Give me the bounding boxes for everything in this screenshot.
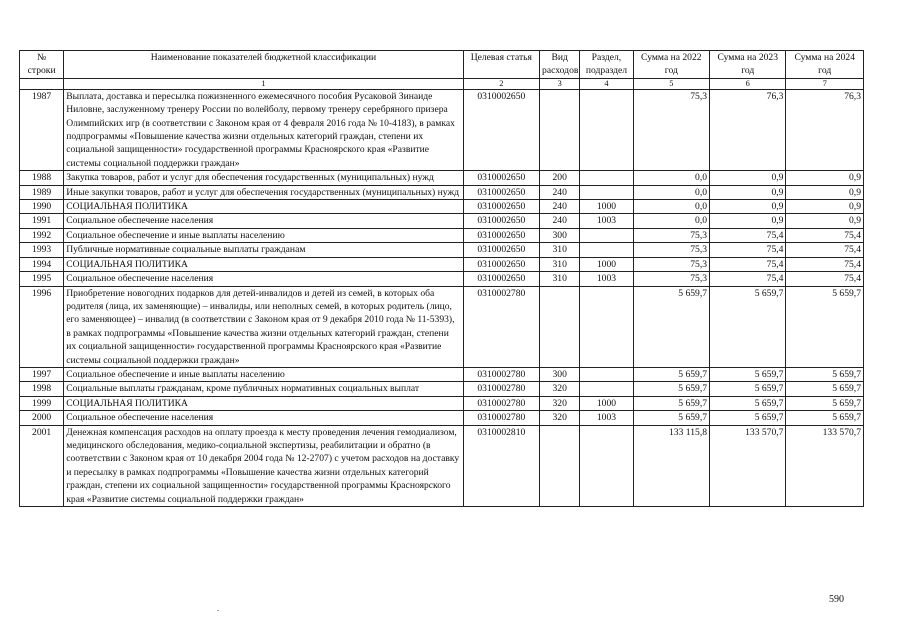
row-number-cell: 1998: [20, 382, 64, 396]
row-vid-cell: [540, 89, 580, 170]
row-number-cell: 1995: [20, 272, 64, 286]
row-sum-2024-cell: 0,9: [786, 214, 864, 228]
header-row-no: № строки: [20, 51, 64, 79]
row-razdel-cell: [580, 228, 633, 242]
row-sum-2023-cell: 76,3: [710, 89, 786, 170]
table-row: [20, 367, 864, 381]
row-razdel-cell: 1003: [580, 411, 633, 425]
row-name-cell: Социальное обеспечение населения: [64, 214, 463, 228]
row-razdel-cell: 1003: [580, 272, 633, 286]
row-vid-cell: 300: [540, 228, 580, 242]
row-vid-cell: 320: [540, 411, 580, 425]
column-number: 4: [580, 78, 633, 89]
table-header-row: [20, 51, 864, 79]
row-number-cell: 1987: [20, 89, 64, 170]
row-number-cell: 1991: [20, 214, 64, 228]
row-target-cell: 0310002780: [463, 411, 539, 425]
table-row: [20, 425, 864, 506]
row-razdel-cell: [580, 243, 633, 257]
row-name-cell: Социальное обеспечение и иные выплаты населению: [64, 367, 463, 381]
table-row: [20, 243, 864, 257]
row-sum-2023-cell: 0,9: [710, 171, 786, 185]
row-sum-2024-cell: 5 659,7: [786, 396, 864, 410]
header-target: Целевая статья: [463, 51, 539, 79]
row-number-cell: 2001: [20, 425, 64, 506]
row-vid-cell: 300: [540, 367, 580, 381]
row-razdel-cell: 1000: [580, 396, 633, 410]
row-vid-cell: 320: [540, 396, 580, 410]
page-number: 590: [829, 594, 844, 605]
row-sum-2024-cell: 75,4: [786, 228, 864, 242]
row-razdel-cell: [580, 425, 633, 506]
table-row: [20, 286, 864, 367]
row-sum-2022-cell: 0,0: [633, 171, 709, 185]
row-razdel-cell: 1000: [580, 257, 633, 271]
table-row: [20, 228, 864, 242]
row-target-cell: 0310002650: [463, 272, 539, 286]
row-vid-cell: 310: [540, 243, 580, 257]
row-sum-2022-cell: 75,3: [633, 257, 709, 271]
row-sum-2024-cell: 75,4: [786, 272, 864, 286]
row-vid-cell: 310: [540, 257, 580, 271]
row-sum-2024-cell: 5 659,7: [786, 367, 864, 381]
row-sum-2022-cell: 133 115,8: [633, 425, 709, 506]
row-vid-cell: 320: [540, 382, 580, 396]
row-target-cell: 0310002780: [463, 286, 539, 367]
row-sum-2022-cell: 5 659,7: [633, 396, 709, 410]
row-sum-2023-cell: 5 659,7: [710, 286, 786, 367]
row-target-cell: 0310002650: [463, 200, 539, 214]
row-name-cell: Приобретение новогодних подарков для детей-инвалидов и детей из семей, в которых оба родителя (лица, их заменяющие) – инвалиды, или неполных семей, в которых родитель (лицо, его заменяющее) – инвалид (в соответствии с Законом края от 9 декабря 2010 года № 11-5393), в рамках подпрограммы «Повышение качества жизни отдельных категорий граждан, степени их социальной защищенности» государственной программы Красноярского края «Развитие системы социальной поддержки граждан»: [64, 286, 463, 367]
column-number: 2: [463, 78, 539, 89]
row-number-cell: 1997: [20, 367, 64, 381]
row-sum-2024-cell: 75,4: [786, 257, 864, 271]
row-sum-2024-cell: 133 570,7: [786, 425, 864, 506]
row-sum-2023-cell: 5 659,7: [710, 411, 786, 425]
row-number-cell: 1988: [20, 171, 64, 185]
table-row: [20, 382, 864, 396]
row-target-cell: 0310002650: [463, 214, 539, 228]
row-name-cell: СОЦИАЛЬНАЯ ПОЛИТИКА: [64, 200, 463, 214]
row-vid-cell: [540, 425, 580, 506]
table-row: [20, 200, 864, 214]
row-number-cell: 1990: [20, 200, 64, 214]
row-sum-2022-cell: 5 659,7: [633, 411, 709, 425]
row-razdel-cell: [580, 89, 633, 170]
row-sum-2022-cell: 5 659,7: [633, 367, 709, 381]
row-name-cell: Социальное обеспечение населения: [64, 411, 463, 425]
row-vid-cell: [540, 286, 580, 367]
header-sum-2023: Сумма на 2023 год: [710, 51, 786, 79]
table-row: [20, 272, 864, 286]
row-sum-2023-cell: 75,4: [710, 228, 786, 242]
row-sum-2023-cell: 75,4: [710, 257, 786, 271]
row-name-cell: СОЦИАЛЬНАЯ ПОЛИТИКА: [64, 257, 463, 271]
row-sum-2022-cell: 0,0: [633, 200, 709, 214]
row-name-cell: СОЦИАЛЬНАЯ ПОЛИТИКА: [64, 396, 463, 410]
header-vid: Вид расходов: [540, 51, 580, 79]
table-row: [20, 89, 864, 170]
row-vid-cell: 310: [540, 272, 580, 286]
header-sum-2022: Сумма на 2022 год: [633, 51, 709, 79]
table-body: [20, 89, 864, 506]
row-razdel-cell: [580, 286, 633, 367]
header-name: Наименование показателей бюджетной классификации: [64, 51, 463, 79]
row-number-cell: 1999: [20, 396, 64, 410]
column-number-row: [20, 78, 864, 89]
row-target-cell: 0310002650: [463, 243, 539, 257]
row-number-cell: 2000: [20, 411, 64, 425]
row-number-cell: 1993: [20, 243, 64, 257]
row-sum-2023-cell: 5 659,7: [710, 382, 786, 396]
row-sum-2023-cell: 5 659,7: [710, 396, 786, 410]
row-name-cell: Выплата, доставка и пересылка пожизненного ежемесячного пособия Русаковой Зинаиде Ниловне, заслуженному тренеру России по волейболу, первому тренеру серебряного призера Олимпийских игр (в соответствии с Законом края от 4 февраля 2016 года № 10-4183), в рамках подпрограммы «Повышение качества жизни отдельных категорий граждан, степени их социальной защищенности» государственной программы Красноярского края «Развитие системы социальной поддержки граждан»: [64, 89, 463, 170]
row-target-cell: 0310002810: [463, 425, 539, 506]
row-vid-cell: 240: [540, 214, 580, 228]
row-sum-2023-cell: 133 570,7: [710, 425, 786, 506]
row-number-cell: 1994: [20, 257, 64, 271]
row-sum-2024-cell: 5 659,7: [786, 286, 864, 367]
row-sum-2023-cell: 75,4: [710, 243, 786, 257]
budget-table: [19, 50, 864, 507]
row-sum-2022-cell: 75,3: [633, 89, 709, 170]
header-sum-2024: Сумма на 2024 год: [786, 51, 864, 79]
row-sum-2022-cell: 0,0: [633, 185, 709, 199]
row-vid-cell: 240: [540, 185, 580, 199]
row-target-cell: 0310002780: [463, 396, 539, 410]
row-razdel-cell: [580, 185, 633, 199]
row-sum-2022-cell: 75,3: [633, 243, 709, 257]
row-sum-2024-cell: 0,9: [786, 200, 864, 214]
row-sum-2024-cell: 5 659,7: [786, 411, 864, 425]
row-sum-2023-cell: 5 659,7: [710, 367, 786, 381]
table-row: [20, 257, 864, 271]
row-vid-cell: 240: [540, 200, 580, 214]
row-sum-2023-cell: 0,9: [710, 214, 786, 228]
row-number-cell: 1989: [20, 185, 64, 199]
row-sum-2024-cell: 0,9: [786, 171, 864, 185]
row-sum-2022-cell: 75,3: [633, 272, 709, 286]
column-number: 1: [64, 78, 463, 89]
table-row: [20, 214, 864, 228]
table-row: [20, 171, 864, 185]
row-razdel-cell: [580, 171, 633, 185]
row-razdel-cell: 1000: [580, 200, 633, 214]
row-target-cell: 0310002650: [463, 228, 539, 242]
row-name-cell: Закупка товаров, работ и услуг для обеспечения государственных (муниципальных) нужд: [64, 171, 463, 185]
row-number-cell: 1992: [20, 228, 64, 242]
row-razdel-cell: [580, 382, 633, 396]
row-sum-2022-cell: 75,3: [633, 228, 709, 242]
row-sum-2022-cell: 5 659,7: [633, 382, 709, 396]
row-sum-2023-cell: 75,4: [710, 272, 786, 286]
row-sum-2022-cell: 0,0: [633, 214, 709, 228]
row-sum-2023-cell: 0,9: [710, 185, 786, 199]
row-sum-2022-cell: 5 659,7: [633, 286, 709, 367]
row-sum-2024-cell: 76,3: [786, 89, 864, 170]
column-number: 3: [540, 78, 580, 89]
table-row: [20, 185, 864, 199]
header-razdel: Раздел, подраздел: [580, 51, 633, 79]
stray-mark: .: [217, 604, 219, 613]
row-sum-2023-cell: 0,9: [710, 200, 786, 214]
row-sum-2024-cell: 0,9: [786, 185, 864, 199]
column-number: 6: [710, 78, 786, 89]
row-name-cell: Иные закупки товаров, работ и услуг для обеспечения государственных (муниципальных) нужд: [64, 185, 463, 199]
row-sum-2024-cell: 75,4: [786, 243, 864, 257]
row-name-cell: Социальное обеспечение и иные выплаты населению: [64, 228, 463, 242]
row-name-cell: Социальное обеспечение населения: [64, 272, 463, 286]
row-name-cell: Социальные выплаты гражданам, кроме публичных нормативных социальных выплат: [64, 382, 463, 396]
column-number: 5: [633, 78, 709, 89]
column-number: [20, 78, 64, 89]
row-target-cell: 0310002780: [463, 367, 539, 381]
table-row: [20, 411, 864, 425]
row-razdel-cell: [580, 367, 633, 381]
row-target-cell: 0310002650: [463, 89, 539, 170]
row-target-cell: 0310002650: [463, 185, 539, 199]
row-target-cell: 0310002650: [463, 171, 539, 185]
row-target-cell: 0310002780: [463, 382, 539, 396]
table-row: [20, 396, 864, 410]
row-vid-cell: 200: [540, 171, 580, 185]
row-sum-2024-cell: 5 659,7: [786, 382, 864, 396]
row-number-cell: 1996: [20, 286, 64, 367]
row-razdel-cell: 1003: [580, 214, 633, 228]
row-name-cell: Денежная компенсация расходов на оплату проезда к месту проведения лечения гемодиализом, медицинского обследования, медико-социальной экспертизы, реабилитации и обратно (в соответствии с Законом края от 10 декабря 2004 года № 12-2707) с учетом расходов на доставку и пересылку в рамках подпрограммы «Повышение качества жизни отдельных категорий граждан, степени их социальной защищенности» государственной программы Красноярского края «Развитие системы социальной поддержки граждан»: [64, 425, 463, 506]
row-target-cell: 0310002650: [463, 257, 539, 271]
row-name-cell: Публичные нормативные социальные выплаты гражданам: [64, 243, 463, 257]
column-number: 7: [786, 78, 864, 89]
